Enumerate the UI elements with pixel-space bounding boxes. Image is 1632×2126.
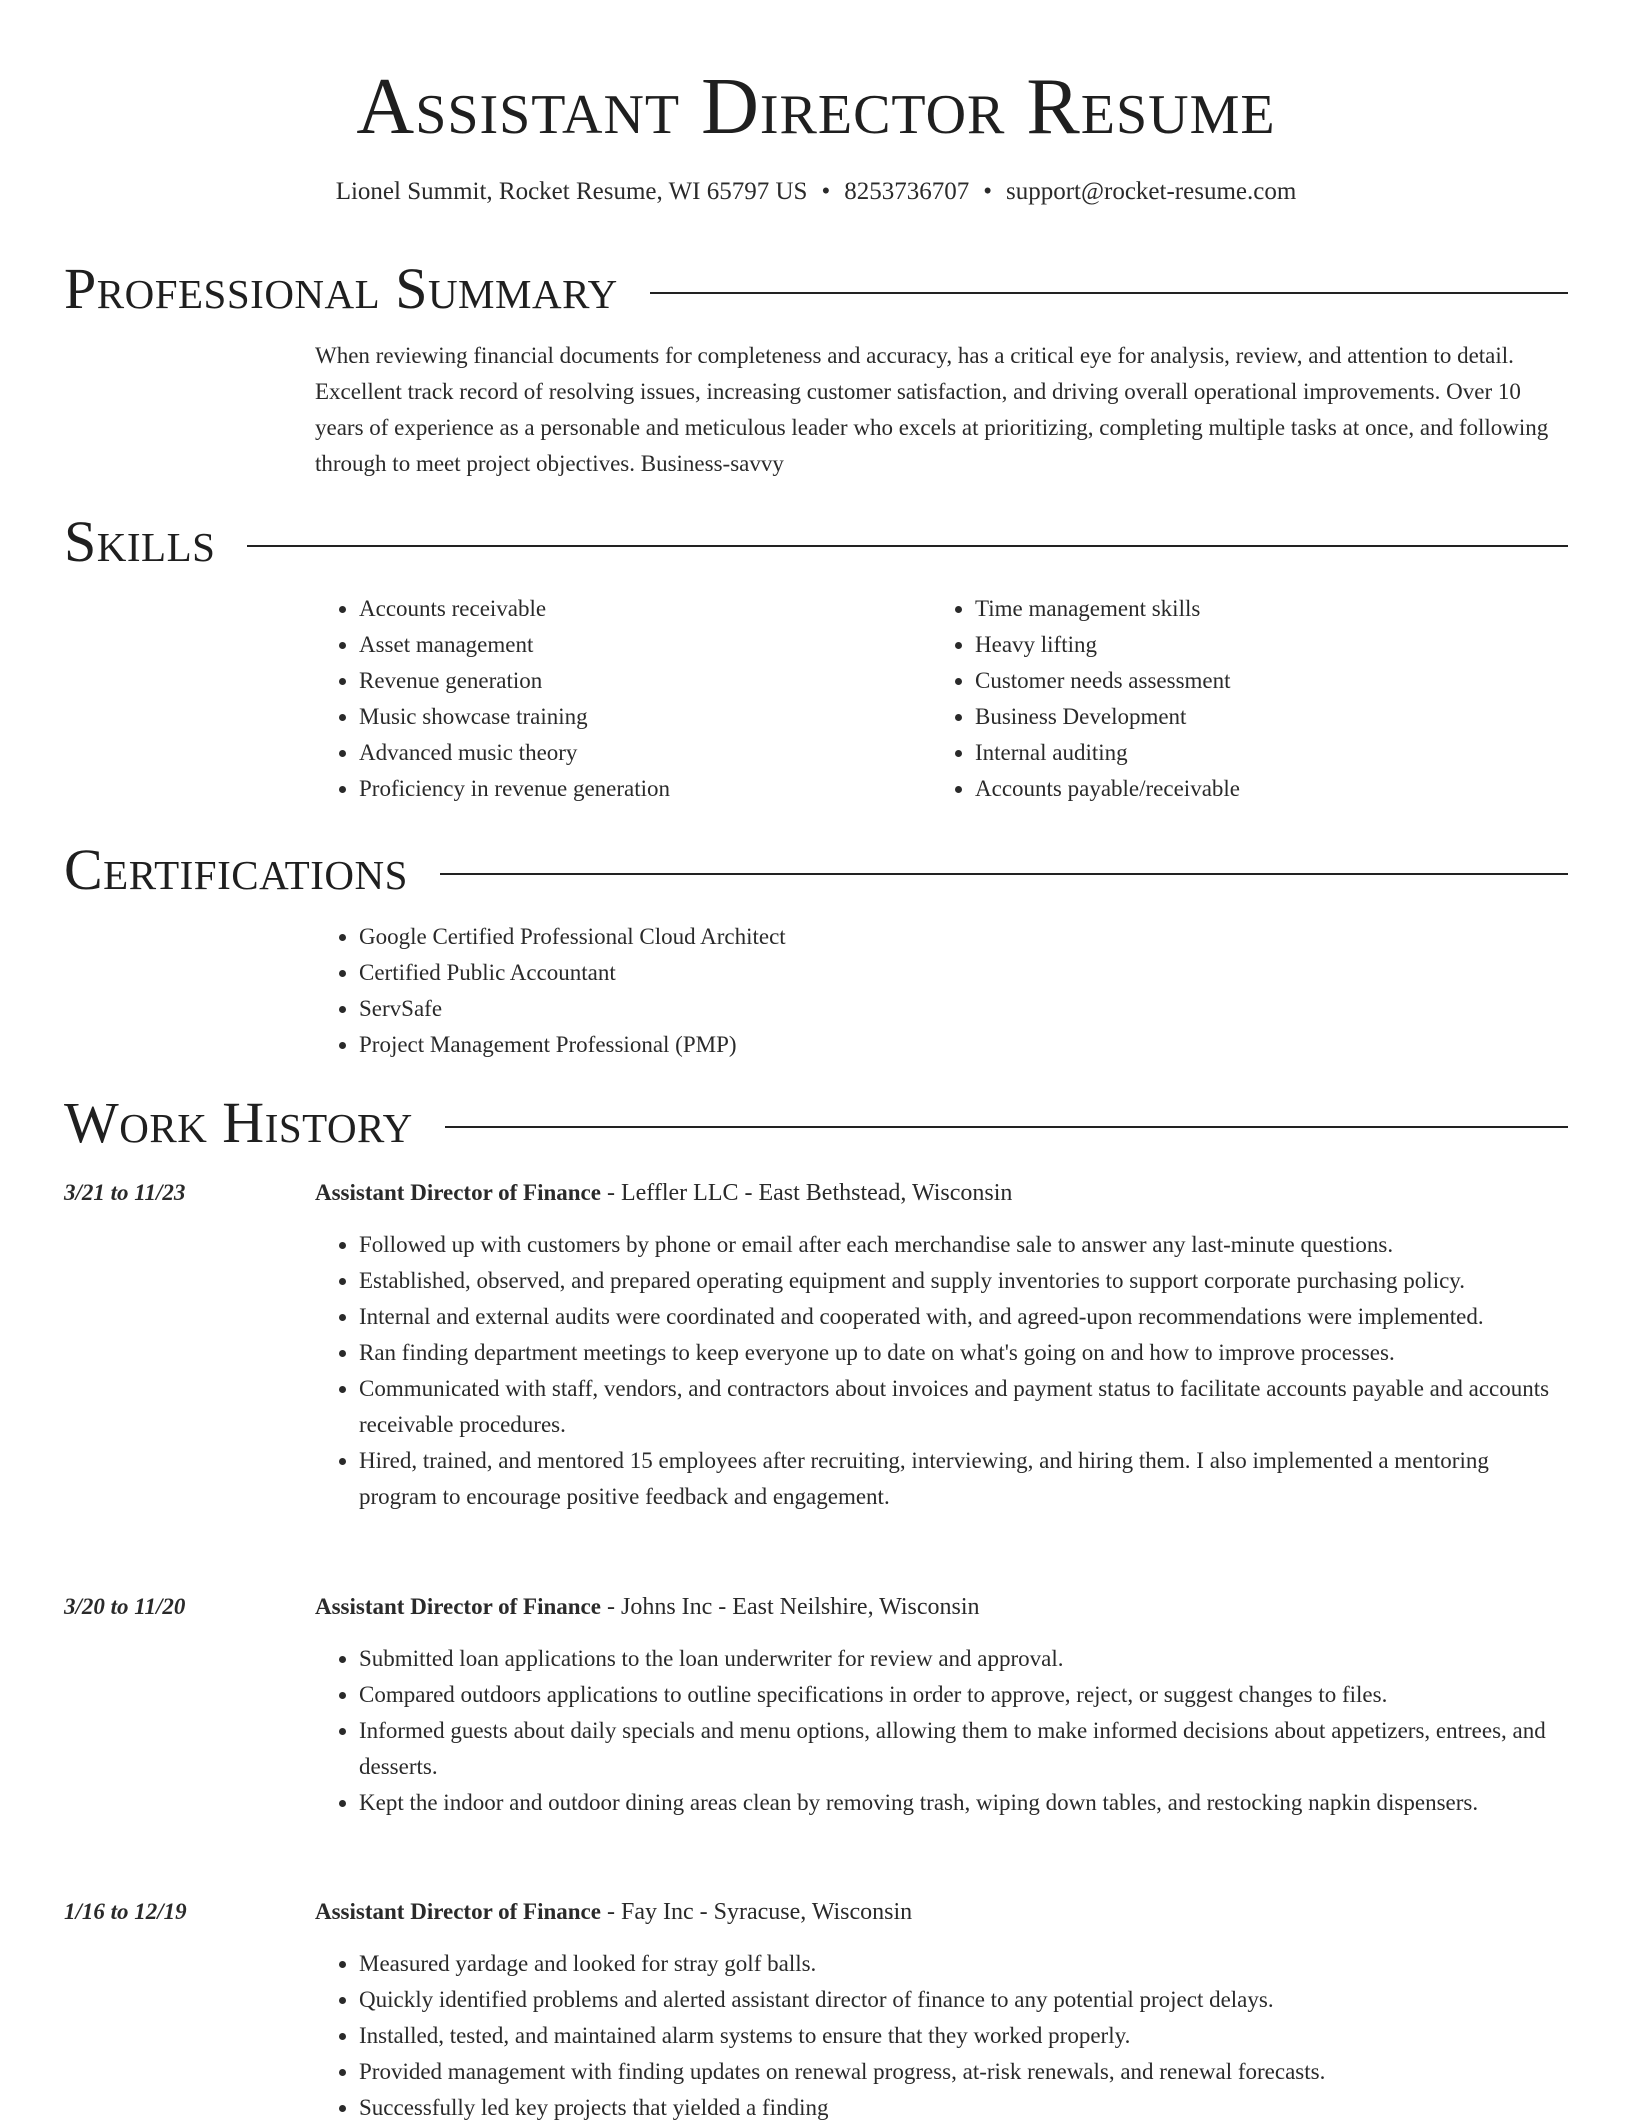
skills-heading: Skills	[64, 509, 216, 574]
contact-separator: •	[821, 178, 831, 205]
certification-item: • Certified Public Accountant	[359, 955, 1568, 991]
section-divider	[650, 292, 1568, 294]
summary-heading: Professional Summary	[64, 256, 618, 321]
skills-block	[315, 591, 1568, 807]
skill-item: • Advanced music theory	[359, 735, 931, 771]
job-bullet: • Informed guests about daily specials and menu options, allowing them to make informed decisions about appetizers, entrees, and desserts.	[359, 1713, 1568, 1785]
job-heading	[315, 1589, 1568, 1625]
certification-item: • Project Management Professional (PMP)	[359, 1027, 1568, 1063]
skill-item: • Time management skills	[975, 591, 1547, 627]
job-bullet: • Established, observed, and prepared operating equipment and supply inventories to support corporate purchasing policy.	[359, 1263, 1568, 1299]
section-divider	[247, 545, 1568, 547]
job-bullet: • Measured yardage and looked for stray golf balls.	[359, 1946, 1568, 1982]
resume-title: Assistant Director Resume	[356, 63, 1276, 151]
job-bullet: • Followed up with customers by phone or email after each merchandise sale to answer any last-minute questions.	[359, 1227, 1568, 1263]
job-dates: 1/16 to 12/19	[64, 1899, 187, 1924]
job-bullet: • Quickly identified problems and alerted assistant director of finance to any potential project delays.	[359, 1982, 1568, 2018]
certification-item: • Google Certified Professional Cloud Architect	[359, 919, 1568, 955]
job-bullet: • Communicated with staff, vendors, and contractors about invoices and payment status to facilitate accounts payable and accounts receivable procedures.	[359, 1371, 1568, 1443]
work-history-heading: Work History	[64, 1090, 413, 1155]
certifications-block	[315, 919, 1568, 1063]
job-dates: 3/20 to 11/20	[64, 1594, 186, 1619]
job-bullet: • Ran finding department meetings to keep everyone up to date on what's going on and how to improve processes.	[359, 1335, 1568, 1371]
job-entry	[315, 1894, 1568, 2126]
contact-address: Lionel Summit, Rocket Resume, WI 65797 US	[335, 178, 808, 205]
job-role: Assistant Director of Finance	[315, 1594, 601, 1619]
skill-item: • Accounts payable/receivable	[975, 771, 1547, 807]
skill-item: • Proficiency in revenue generation	[359, 771, 931, 807]
certifications-section-header	[64, 835, 1568, 905]
job-company-location: - Fay Inc - Syracuse, Wisconsin	[600, 1899, 913, 1925]
skill-item: • Customer needs assessment	[975, 663, 1547, 699]
job-bullet: • Internal and external audits were coordinated and cooperated with, and agreed-upon recommendations were implemented.	[359, 1299, 1568, 1335]
skills-section-header	[64, 507, 1568, 577]
section-divider	[440, 873, 1568, 875]
summary-text: When reviewing financial documents for completeness and accuracy, has a critical eye for analysis, review, and attention to detail. Excellent track record of resolving issues, increasing customer satisfaction, and driving overall operational improvements. Over 10 years of experience as a personable and meticulous leader who excels at prioritizing, completing multiple tasks at once, and following through to meet project objectives. Business-savvy	[315, 343, 1549, 476]
skill-item: • Asset management	[359, 627, 931, 663]
job-heading	[315, 1175, 1568, 1211]
skill-item: • Heavy lifting	[975, 627, 1547, 663]
section-divider	[445, 1126, 1568, 1128]
job-heading	[315, 1894, 1568, 1930]
job-bullet: • Kept the indoor and outdoor dining areas clean by removing trash, wiping down tables, and restocking napkin dispensers.	[359, 1785, 1568, 1821]
job-bullet: • Installed, tested, and maintained alarm systems to ensure that they worked properly.	[359, 2018, 1568, 2054]
work-history-section-header	[64, 1088, 1568, 1158]
summary-section-header	[64, 254, 1568, 324]
skill-item: • Internal auditing	[975, 735, 1547, 771]
job-role: Assistant Director of Finance	[315, 1899, 601, 1924]
contact-line	[64, 172, 1568, 212]
skills-column-left	[315, 591, 931, 807]
job-bullet: • Provided management with finding updates on renewal progress, at-risk renewals, and renewal forecasts.	[359, 2054, 1568, 2090]
job-dates: 3/21 to 11/23	[64, 1180, 186, 1205]
job-company-location: - Johns Inc - East Neilshire, Wisconsin	[600, 1594, 980, 1620]
job-entry	[315, 1589, 1568, 1821]
job-bullet: • Submitted loan applications to the loan underwriter for review and approval.	[359, 1641, 1568, 1677]
job-entry	[315, 1175, 1568, 1515]
summary-block	[315, 338, 1568, 482]
job-bullet: • Successfully led key projects that yielded a finding	[359, 2090, 1568, 2126]
contact-phone: 8253736707	[844, 178, 970, 205]
job-role: Assistant Director of Finance	[315, 1180, 601, 1205]
skill-item: • Accounts receivable	[359, 591, 931, 627]
job-company-location: - Leffler LLC - East Bethstead, Wisconsin	[600, 1180, 1013, 1206]
contact-email: support@rocket-resume.com	[1005, 178, 1297, 205]
certification-item: • ServSafe	[359, 991, 1568, 1027]
skill-item: • Revenue generation	[359, 663, 931, 699]
skill-item: • Business Development	[975, 699, 1547, 735]
certifications-heading: Certifications	[64, 837, 408, 902]
skills-column-right	[931, 591, 1547, 807]
job-bullet: • Hired, trained, and mentored 15 employees after recruiting, interviewing, and hiring them. I also implemented a mentoring program to encourage positive feedback and engagement.	[359, 1443, 1568, 1515]
contact-separator: •	[983, 178, 992, 205]
job-bullet: • Compared outdoors applications to outline specifications in order to approve, reject, or suggest changes to files.	[359, 1677, 1568, 1713]
skill-item: • Music showcase training	[359, 699, 931, 735]
